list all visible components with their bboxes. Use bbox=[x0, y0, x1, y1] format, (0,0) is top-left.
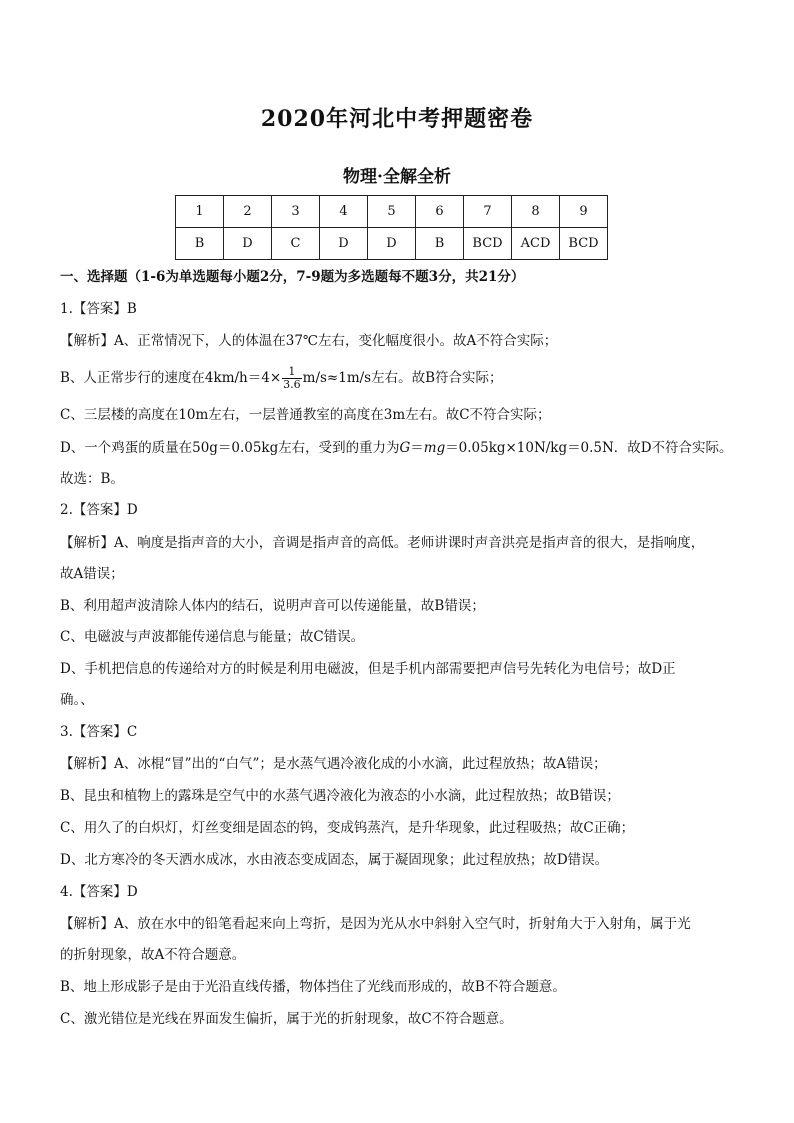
q1-b-suffix: m/s≈1m/s左右。故B符合实际； bbox=[302, 370, 503, 386]
table-cell: BCD bbox=[464, 228, 512, 260]
q2-analysis-b: B、利用超声波清除人体内的结石，说明声音可以传递能量，故B错误； bbox=[60, 598, 485, 614]
table-cell: D bbox=[368, 228, 416, 260]
q4-analysis-a2: 的折射现象，故A不符合题意。 bbox=[60, 947, 246, 963]
q4-answer: 4.【答案】D bbox=[60, 884, 138, 900]
q4-analysis-b: B、地上形成影子是由于光沿直线传播，物体挡住了光线而形成的，故B不符合题意。 bbox=[60, 979, 566, 995]
fraction-numerator: 1 bbox=[282, 366, 302, 379]
q2-answer: 2.【答案】D bbox=[60, 502, 138, 518]
table-cell: 5 bbox=[368, 196, 416, 228]
table-cell: ACD bbox=[512, 228, 560, 260]
q3-analysis-c: C、用久了的白炽灯，灯丝变细是固态的钨，变成钨蒸汽，是升华现象，此过程吸热；故C正确； bbox=[60, 820, 635, 836]
table-cell: B bbox=[176, 228, 224, 260]
q1-b-prefix: B、人正常步行的速度在4km/h＝4× bbox=[60, 370, 282, 386]
table-cell: D bbox=[320, 228, 368, 260]
q2-analysis-a2: 故A错误； bbox=[60, 566, 124, 582]
q1-analysis-d bbox=[60, 438, 732, 458]
q4-analysis-a1: 【解析】A、放在水中的铅笔看起来向上弯折，是因为光从水中斜射入空气时，折射角大于入射角，属于光 bbox=[60, 916, 691, 932]
answer-table bbox=[175, 195, 608, 260]
table-cell: 4 bbox=[320, 196, 368, 228]
section-heading: 一、选择题（1-6为单选题每小题2分，7-9题为多选题每不题3分，共21分） bbox=[60, 269, 525, 285]
var-mg: mg bbox=[423, 440, 446, 456]
q2-analysis-c: C、电磁波与声波都能传递信息与能量；故C错误。 bbox=[60, 629, 365, 645]
q3-answer: 3.【答案】C bbox=[60, 724, 138, 740]
table-cell: 6 bbox=[416, 196, 464, 228]
q1-choice: 故选：B。 bbox=[60, 471, 124, 487]
q3-analysis-b: B、昆虫和植物上的露珠是空气中的水蒸气遇冷液化为液态的小水滴，此过程放热；故B错误； bbox=[60, 788, 620, 804]
q1-d-suffix: ＝0.05kg×10N/kg＝0.5N．故D不符合实际。 bbox=[445, 440, 733, 456]
q1-d-prefix: D、一个鸡蛋的质量在50g＝0.05kg左右，受到的重力为 bbox=[60, 440, 400, 456]
table-cell: 7 bbox=[464, 196, 512, 228]
var-g: G bbox=[399, 440, 411, 456]
table-cell: 8 bbox=[512, 196, 560, 228]
q2-analysis-a1: 【解析】A、响度是指声音的大小，音调是指声音的高低。老师讲课时声音洪亮是指声音的很大，是指响度， bbox=[60, 535, 705, 551]
table-cell: 9 bbox=[560, 196, 608, 228]
q1-answer: 1.【答案】B bbox=[60, 301, 137, 317]
q1-analysis-a: 【解析】A、正常情况下，人的体温在37℃左右，变化幅度很小。故A不符合实际； bbox=[60, 333, 558, 349]
answer-table-number-row bbox=[176, 196, 608, 228]
q3-analysis-d: D、北方寒冷的冬天洒水成冰，水由液态变成固态，属于凝固现象；此过程放热；故D错误。 bbox=[60, 852, 609, 868]
q2-analysis-d2: 确。、 bbox=[60, 692, 94, 708]
table-cell: B bbox=[416, 228, 464, 260]
page-subtitle: 物理·全解全析 bbox=[343, 167, 451, 187]
q1-analysis-c: C、三层楼的高度在10m左右，一层普通教室的高度在3m左右。故C不符合实际； bbox=[60, 407, 551, 423]
q1-analysis-b bbox=[60, 366, 503, 391]
page-title: 2020年河北中考押题密卷 bbox=[260, 106, 534, 132]
answer-table-answer-row bbox=[176, 228, 608, 260]
table-cell: BCD bbox=[560, 228, 608, 260]
q1-d-equals: ＝ bbox=[410, 440, 424, 456]
q2-analysis-d1: D、手机把信息的传递给对方的时候是利用电磁波，但是手机内部需要把声信号先转化为电信号；故D正 bbox=[60, 661, 676, 677]
q4-analysis-c: C、激光错位是光线在界面发生偏折，属于光的折射现象，故C不符合题意。 bbox=[60, 1011, 513, 1027]
table-cell: 2 bbox=[224, 196, 272, 228]
table-cell: 3 bbox=[272, 196, 320, 228]
q3-analysis-a: 【解析】A、冰棍“冒”出的“白气”；是水蒸气遇冷液化成的小水滴，此过程放热；故A错误； bbox=[60, 756, 607, 772]
fraction bbox=[282, 366, 302, 391]
table-cell: C bbox=[272, 228, 320, 260]
fraction-denominator: 3.6 bbox=[283, 378, 301, 391]
table-cell: D bbox=[224, 228, 272, 260]
table-cell: 1 bbox=[176, 196, 224, 228]
